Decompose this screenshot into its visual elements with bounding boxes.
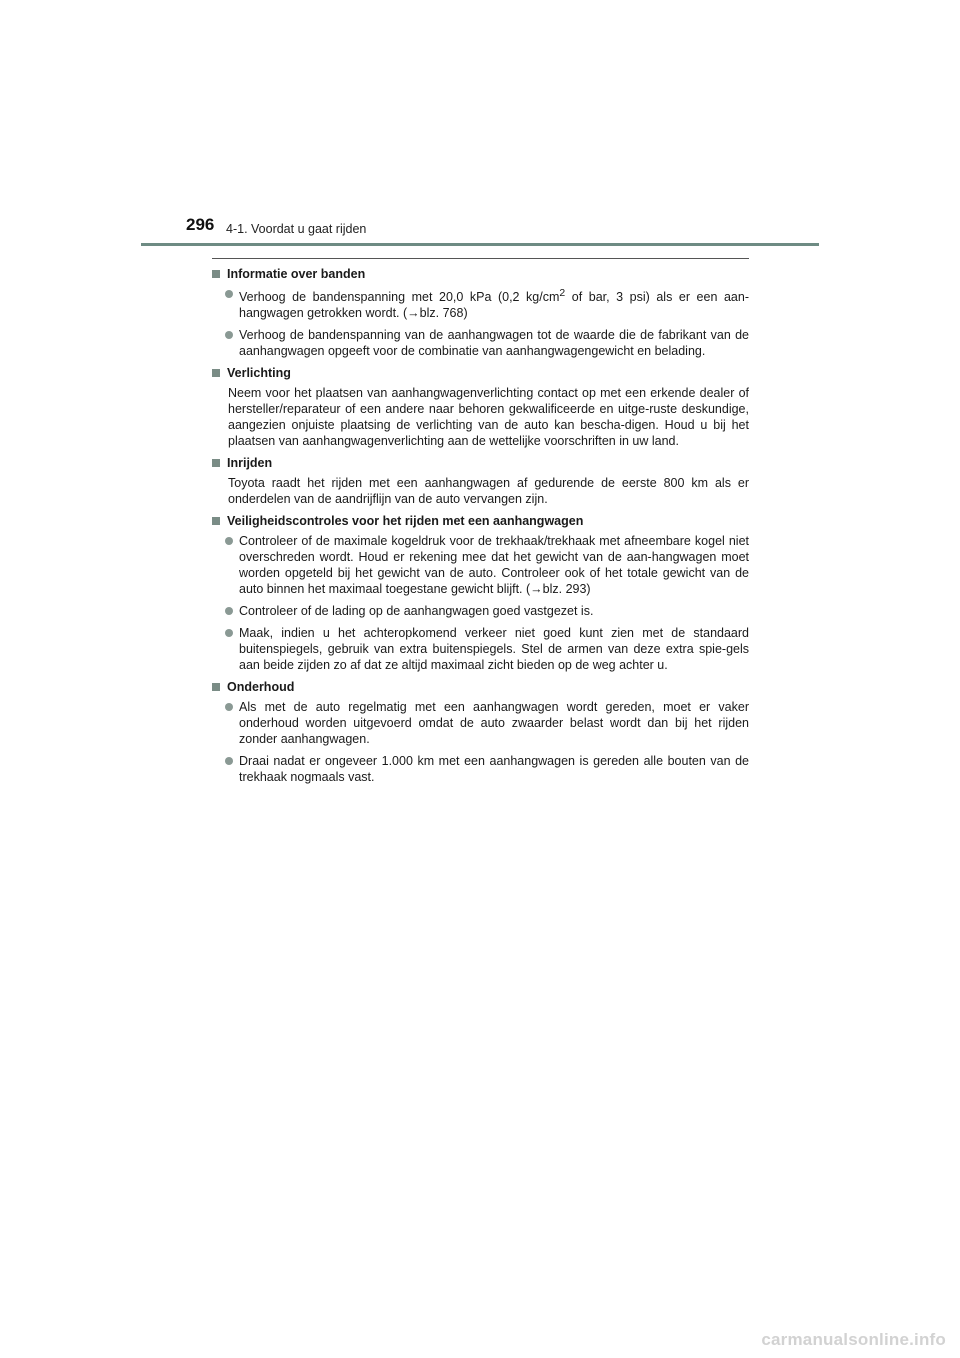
list-item-text-part: Verhoog de bandenspanning met 20,0 kPa (0,2 kg/cm bbox=[239, 290, 560, 305]
list-item bbox=[225, 699, 749, 747]
page-number: 296 bbox=[186, 215, 215, 234]
circle-bullet-icon bbox=[225, 757, 233, 765]
list-item bbox=[225, 753, 749, 785]
content-rule bbox=[212, 258, 749, 259]
square-bullet-icon bbox=[212, 369, 220, 377]
section-heading bbox=[211, 455, 749, 471]
section-title: 4-1. Voordat u gaat rijden bbox=[226, 222, 367, 236]
list-item-text: Maak, indien u het achteropkomend verkeer niet goed kunt zien met de standaard buitenspiegels, gebruik van extra buitenspiegels. Stel de armen van deze extra spie-gels aan beide zijden zo af dat ze altijd maximaal zicht bieden op de weg achter u. bbox=[239, 626, 749, 673]
section-break-in bbox=[211, 455, 749, 507]
circle-bullet-icon bbox=[225, 537, 233, 545]
list-item-text: Controleer of de maximale kogeldruk voor de trekhaak/trekhaak met afneembare kogel niet overschreden wordt. Houd er rekening mee dat het gewicht van de aan-hangwagen moet worden opgeteld bij het gewicht van de auto. Controleer ook of het totale gewicht van de auto binnen het maximaal toegestane gewicht blijft. (→blz. 293) bbox=[239, 534, 749, 597]
circle-bullet-icon bbox=[225, 607, 233, 615]
page-header bbox=[0, 0, 960, 250]
list-item-text: Verhoog de bandenspanning van de aanhangwagen tot de waarde die de fabrikant van de aanhangwagen opgeeft voor de combinatie van aanhangwagengewicht en belading. bbox=[239, 328, 749, 359]
square-bullet-icon bbox=[212, 459, 220, 467]
list-item-text: Als met de auto regelmatig met een aanhangwagen wordt gereden, moet er vaker onderhoud worden uitgevoerd omdat de auto zwaarder belast wordt dan bij het rijden zonder aanhangwagen. bbox=[239, 700, 749, 747]
section-heading bbox=[211, 266, 749, 282]
superscript: 2 bbox=[559, 288, 566, 299]
circle-bullet-icon bbox=[225, 703, 233, 711]
list-item bbox=[225, 533, 749, 597]
list-item bbox=[225, 625, 749, 673]
square-bullet-icon bbox=[212, 270, 220, 278]
content-body bbox=[211, 266, 749, 791]
circle-bullet-icon bbox=[225, 290, 233, 298]
list-item-text-part: of bar, 3 psi) als er een aan-hangwagen getrokken wordt. (→blz. 768) bbox=[239, 290, 749, 321]
section-lighting bbox=[211, 365, 749, 449]
section-safety-checks bbox=[211, 513, 749, 673]
list-item bbox=[225, 327, 749, 359]
section-heading-text: Verlichting bbox=[227, 366, 291, 381]
section-heading-text: Onderhoud bbox=[227, 680, 295, 695]
section-body-text: Toyota raadt het rijden met een aanhangwagen af gedurende de eerste 800 km als er onderdelen van de aandrijflijn van de auto vervangen zijn. bbox=[228, 476, 749, 507]
circle-bullet-icon bbox=[225, 629, 233, 637]
list-item bbox=[225, 286, 749, 321]
section-heading bbox=[211, 365, 749, 381]
list-item bbox=[225, 603, 749, 619]
square-bullet-icon bbox=[212, 517, 220, 525]
section-heading-text: Inrijden bbox=[227, 456, 273, 471]
list-item-text: Draai nadat er ongeveer 1.000 km met een aanhangwagen is gereden alle bouten van de trekhaak nogmaals vast. bbox=[239, 754, 749, 785]
square-bullet-icon bbox=[212, 683, 220, 691]
section-heading bbox=[211, 679, 749, 695]
section-tyre-info bbox=[211, 266, 749, 359]
list-item-text bbox=[239, 286, 749, 321]
circle-bullet-icon bbox=[225, 331, 233, 339]
section-heading-text: Informatie over banden bbox=[227, 267, 366, 281]
section-body-text: Neem voor het plaatsen van aanhangwagenverlichting contact op met een erkende dealer of hersteller/reparateur of een andere naar behoren gekwalificeerde en uitge-ruste deskundige, aangezien onjuiste plaatsing de verlichting van de auto kan bescha-digen. Houd u bij het plaatsen van aanhangwagenverlichting aan de wettelijke voorschriften in uw land. bbox=[228, 386, 749, 449]
section-heading-text: Veiligheidscontroles voor het rijden met een aanhangwagen bbox=[227, 514, 584, 529]
section-maintenance bbox=[211, 679, 749, 785]
section-heading bbox=[211, 513, 749, 529]
watermark: carmanualsonline.info bbox=[761, 1330, 946, 1349]
list-item-text: Controleer of de lading op de aanhangwagen goed vastgezet is. bbox=[239, 604, 594, 619]
header-rule bbox=[141, 243, 819, 246]
